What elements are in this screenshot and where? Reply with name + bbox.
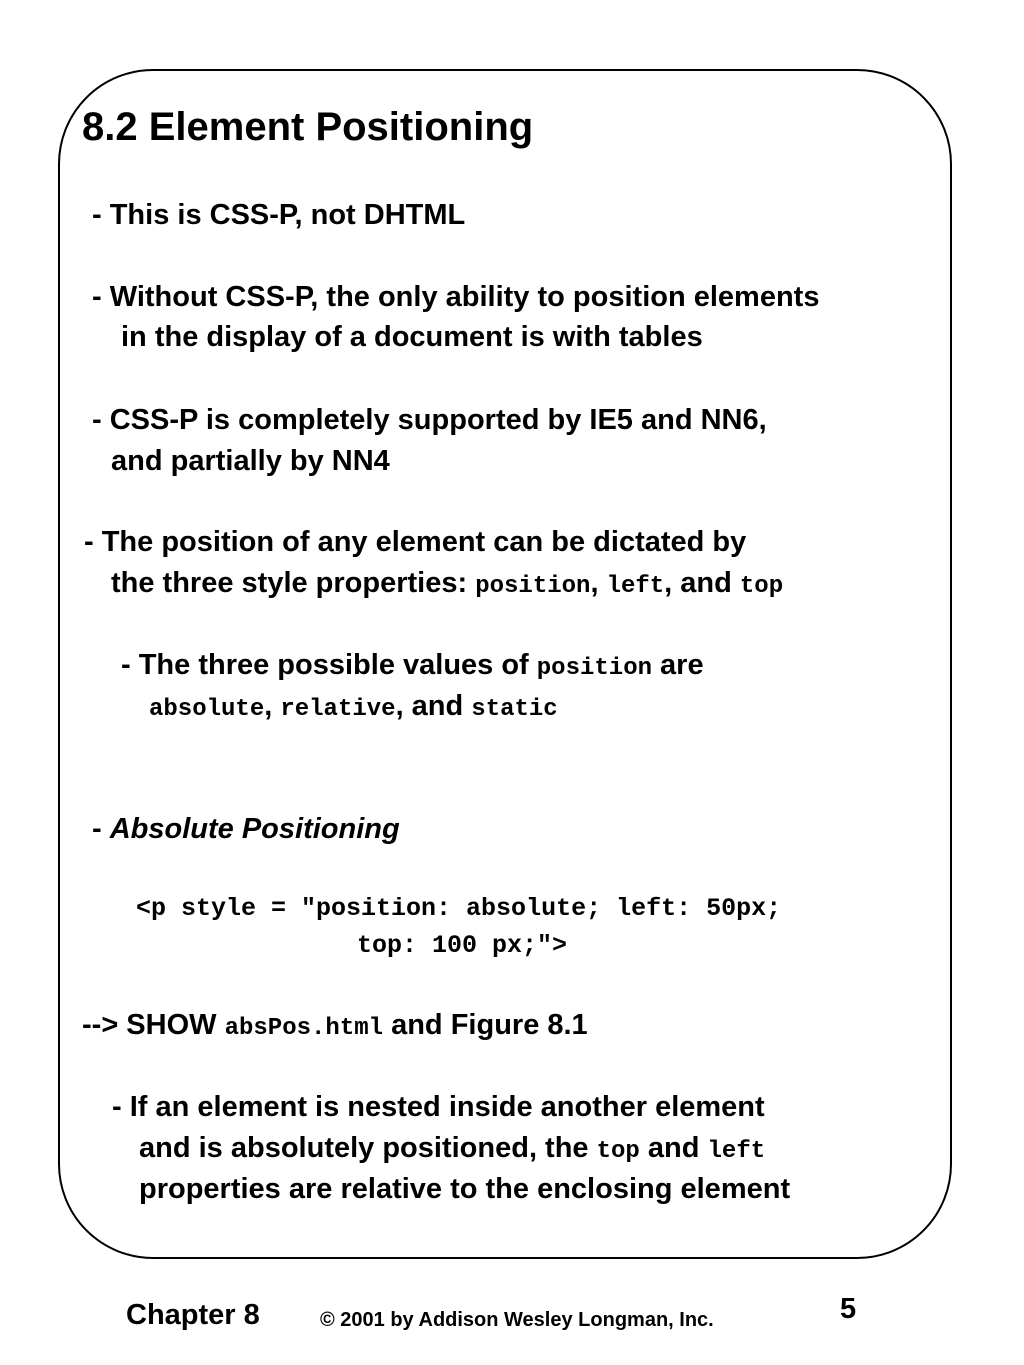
code-top: top <box>739 573 784 600</box>
bullet-css-p: - This is CSS-P, not DHTML <box>92 199 466 231</box>
slide-title: 8.2 Element Positioning <box>82 105 534 149</box>
sub-bullet-values-line1 <box>121 648 704 686</box>
sub-bullet-values-line2 <box>149 689 558 727</box>
footer-copyright: © 2001 by Addison Wesley Longman, Inc. <box>320 1309 714 1331</box>
separator: , and <box>664 567 740 599</box>
code-example-line1: <p style = "position: absolute; left: 50px; <box>136 894 782 923</box>
bullet-without-css-p-line2: in the display of a document is with tables <box>121 321 703 353</box>
sub-bullet-tail: are <box>652 649 704 681</box>
code-absolute: absolute <box>149 696 265 723</box>
separator: , and <box>395 690 472 722</box>
code-relative: relative <box>280 696 396 723</box>
code-static: static <box>471 696 558 723</box>
nested-text: and is absolutely positioned, the <box>139 1132 597 1164</box>
code-position: position <box>475 573 591 600</box>
show-prefix: --> SHOW <box>82 1009 225 1041</box>
bullet-without-css-p-line1: - Without CSS-P, the only ability to position elements <box>92 281 820 313</box>
absolute-positioning-heading <box>92 812 400 846</box>
bullet-support-line2: and partially by NN4 <box>111 445 390 477</box>
footer-page-number: 5 <box>840 1293 857 1325</box>
heading-text: Absolute Positioning <box>109 813 400 845</box>
bullet-position-text: the three style properties: <box>111 567 476 599</box>
code-left: left <box>606 573 665 600</box>
code-position: position <box>536 655 652 682</box>
code-left: left <box>707 1138 766 1165</box>
code-top: top <box>596 1138 640 1165</box>
code-example-line2: top: 100 px;"> <box>357 931 568 960</box>
nested-line2 <box>139 1131 765 1169</box>
nested-and: and <box>639 1132 708 1164</box>
footer-chapter: Chapter 8 <box>126 1299 260 1331</box>
show-line <box>82 1008 588 1046</box>
bullet-position-line2 <box>111 566 783 604</box>
bullet-position-line1: - The position of any element can be dictated by <box>84 526 747 558</box>
heading-dash: - <box>92 813 110 845</box>
separator: , <box>264 690 281 722</box>
sub-bullet-text: - The three possible values of <box>121 649 537 681</box>
bullet-support-line1: - CSS-P is completely supported by IE5 and NN6, <box>92 404 767 436</box>
nested-line3: properties are relative to the enclosing element <box>139 1173 791 1205</box>
show-suffix: and Figure 8.1 <box>383 1009 588 1041</box>
separator: , <box>590 567 607 599</box>
show-file: absPos.html <box>224 1015 384 1042</box>
nested-line1: - If an element is nested inside another element <box>112 1091 765 1123</box>
